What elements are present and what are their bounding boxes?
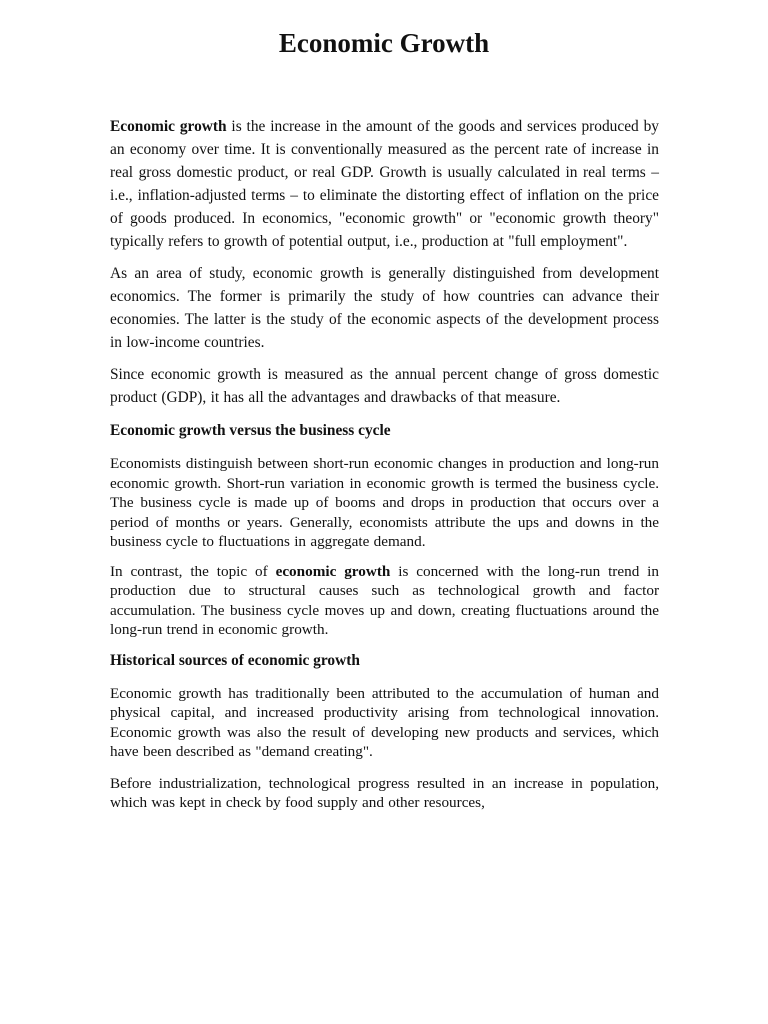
section-heading-historical-sources: Historical sources of economic growth (110, 651, 360, 669)
paragraph-industrialization: Before industrialization, technological progress resulted in an increase in population, which was kept in check by food supply and other resources, (110, 774, 659, 811)
paragraph-text: In contrast, the topic of (110, 562, 276, 580)
paragraph-definition (110, 115, 659, 253)
bold-term: economic growth (275, 562, 391, 580)
paragraph-area-of-study: As an area of study, economic growth is generally distinguished from development economics. The former is primarily the study of how countries can advance their economies. The latter is the study of the economic aspects of the development process in low-income countries. (110, 265, 659, 351)
bold-term: Economic growth (110, 118, 227, 135)
paragraph-short-run: Economists distinguish between short-run economic changes in production and long-run economic growth. Short-run variation in economic growth is termed the business cycle. The business cycle is made up of booms and drops in production that occurs over a period of months or years. Generally, economists attribute the ups and downs in the business cycle to fluctuations in aggregate demand. (110, 455, 659, 550)
paragraph-text: is concerned with the long-run trend in production due to structural causes such as technological growth and factor accumulation. The business cycle moves up and down, creating fluctuations around the long-run trend in economic growth. (110, 562, 659, 638)
section-heading-business-cycle: Economic growth versus the business cycle (110, 422, 391, 439)
document-title: Economic Growth (278, 28, 490, 58)
paragraph-capital-accumulation: Economic growth has traditionally been attributed to the accumulation of human and physical capital, and increased productivity arising from technological innovation. Economic growth was also the result of developing new products and services, which have been described as "demand creating". (110, 684, 659, 760)
paragraph-text: is the increase in the amount of the goods and services produced by an economy over time. It is conventionally measured as the percent rate of increase in real gross domestic product, or real GDP. Growth is usually calculated in real terms – i.e., inflation-adjusted terms – to eliminate the distorting effect of inflation on the price of goods produced. In economics, "economic growth" or "economic growth theory" typically refers to growth of potential output, i.e., production at "full employment". (110, 118, 659, 250)
paragraph-long-run (110, 562, 659, 640)
paragraph-gdp-measure: Since economic growth is measured as the annual percent change of gross domestic product (GDP), it has all the advantages and drawbacks of that measure. (110, 366, 659, 406)
document-body (110, 115, 659, 813)
